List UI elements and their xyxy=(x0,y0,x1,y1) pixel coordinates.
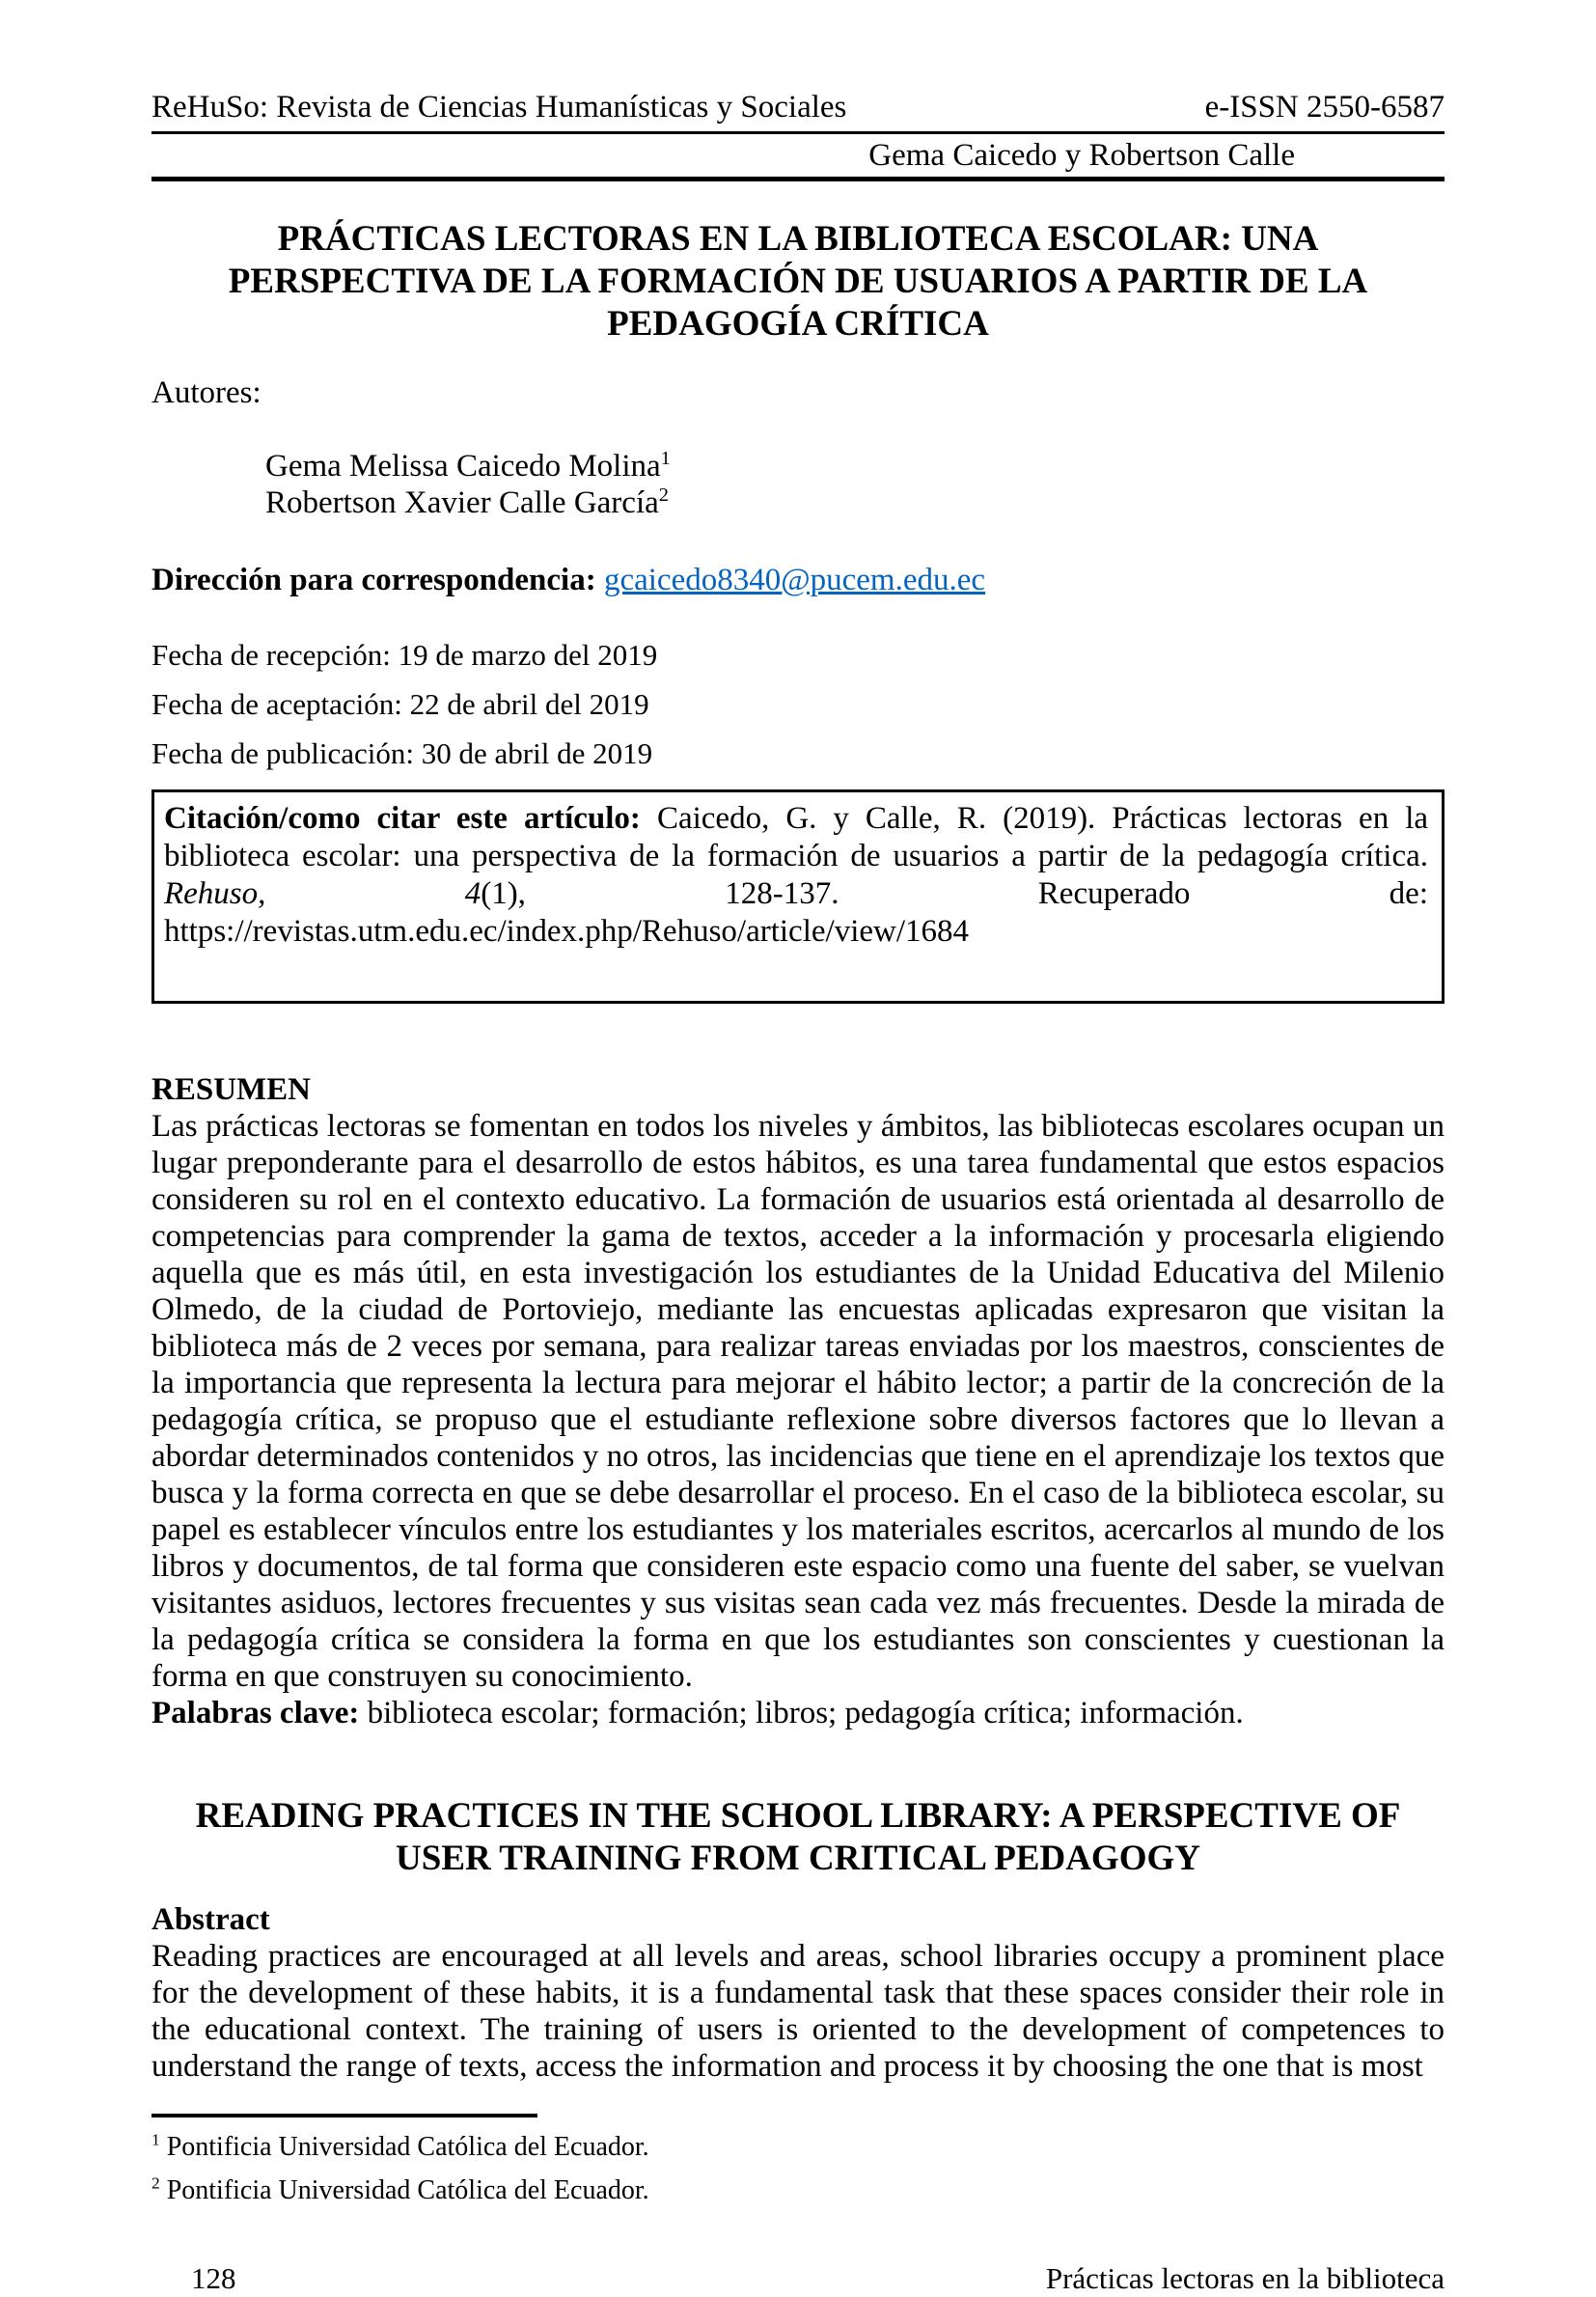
correspondence-label: Dirección para correspondencia: xyxy=(151,563,604,597)
footer-running-title: Prácticas lectoras en la biblioteca xyxy=(1045,2261,1445,2295)
correspondence-line xyxy=(151,562,1445,598)
footnote-marker: 2 xyxy=(151,2173,160,2193)
abstract-section xyxy=(151,1901,1445,2085)
date-acceptance: Fecha de aceptación: 22 de abril del 2019 xyxy=(151,687,649,721)
abstract-heading: Abstract xyxy=(151,1902,270,1937)
footnote-line xyxy=(151,2125,1445,2169)
footnote-text: Pontificia Universidad Católica del Ecuador. xyxy=(159,2175,649,2205)
footnote-text: Pontificia Universidad Católica del Ecuador. xyxy=(159,2132,649,2162)
abstract-body: Reading practices are encouraged at all levels and areas, school libraries occupy a prominent place for the development of these habits, it is a fundamental task that these spaces consider their role in the educational context. The training of users is oriented to the development of competences to understand the range of texts, access the information and process it by choosing the one that is most xyxy=(151,1939,1445,2084)
citation-box xyxy=(151,789,1445,1004)
running-authors-row xyxy=(151,134,1445,181)
resumen-body: Las prácticas lectoras se fomentan en todos los niveles y ámbitos, las bibliotecas escolares ocupan un lugar preponderante para el desarrollo de estos hábitos, es una tarea fundamental que estos espacios consideren su rol en el contexto educativo. La formación de usuarios está orientada al desarrollo de competencias para comprender la gama de textos, acceder a la información y procesarla eligiendo aquella que es más útil, en esta investigación los estudiantes de la Unidad Educativa del Milenio Olmedo, de la ciudad de Portoviejo, mediante las encuestas aplicadas expresaron que visitan la biblioteca más de 2 veces por semana, para realizar tareas enviadas por los maestros, conscientes de la importancia que representa la lectura para mejorar el hábito lector; a partir de la concreción de la pedagogía crítica, se propuso que el estudiante reflexione sobre diversos factores que lo llevan a abordar determinados contenidos y no otros, las incidencias que tiene en el aprendizaje los textos que busca y la forma correcta en que se debe desarrollar el proceso. En el caso de la biblioteca escolar, su papel es establecer vínculos entre los estudiantes y los materiales escritos, acercarlos al mundo de los libros y documentos, de tal forma que consideren este espacio como una fuente del saber, se vuelvan visitantes asiduos, lectores frecuentes y sus visitas sean cada vez más frecuentes. Desde la mirada de la pedagogía crítica se considera la forma en que los estudiantes son conscientes y cuestionan la forma en que construyen su conocimiento. xyxy=(151,1109,1445,1694)
article-title-es: PRÁCTICAS LECTORAS EN LA BIBLIOTECA ESCOLAR: UNA PERSPECTIVA DE LA FORMACIÓN DE USUARIOS A PARTIR DE LA PEDAGOGÍA CRÍTICA xyxy=(228,219,1368,344)
citation-label: Citación/como citar este artículo: xyxy=(164,801,641,836)
author-line xyxy=(265,448,1445,484)
author-name: Gema Melissa Caicedo Molina xyxy=(265,449,661,484)
correspondence-email-link[interactable]: gcaicedo8340@pucem.edu.ec xyxy=(603,563,986,597)
resumen-heading: RESUMEN xyxy=(151,1072,312,1107)
author-name: Robertson Xavier Calle García xyxy=(265,485,659,520)
resumen-section xyxy=(151,1071,1445,1731)
journal-issn: e-ISSN 2550-6587 xyxy=(1204,90,1445,125)
citation-text-url: (1), 128-137. Recuperado de: https://revistas.utm.edu.ec/index.php/Rehuso/article/view/1684 xyxy=(164,876,1428,949)
journal-header-row xyxy=(151,0,1445,134)
author-footnote-ref: 1 xyxy=(660,448,671,469)
footnotes-block xyxy=(151,2125,1445,2212)
page-number: 128 xyxy=(191,2261,236,2295)
journal-name: ReHuSo: Revista de Ciencias Humanísticas y Sociales xyxy=(151,90,847,125)
date-publication: Fecha de publicación: 30 de abril de 2019 xyxy=(151,736,653,770)
keywords-line xyxy=(151,1695,1445,1731)
citation-journal-italic: Rehuso, 4 xyxy=(164,876,482,911)
author-footnote-ref: 2 xyxy=(658,484,669,506)
footnote-line xyxy=(151,2169,1445,2212)
keywords-text: biblioteca escolar; formación; libros; pedagogía crítica; información. xyxy=(359,1696,1244,1730)
running-authors: Gema Caicedo y Robertson Calle xyxy=(868,138,1295,173)
dates-block xyxy=(151,637,1445,772)
date-reception: Fecha de recepción: 19 de marzo del 2019 xyxy=(151,638,658,672)
page-footer xyxy=(151,2260,1445,2297)
article-title-en: READING PRACTICES IN THE SCHOOL LIBRARY: A PERSPECTIVE OF USER TRAINING FROM CRITICAL PEDAGOGY xyxy=(195,1796,1401,1878)
author-line xyxy=(265,484,1445,521)
authors-label: Autores: xyxy=(151,375,261,410)
keywords-label: Palabras clave: xyxy=(151,1696,360,1730)
footnote-marker: 1 xyxy=(151,2130,160,2149)
authors-block xyxy=(151,448,1445,521)
footnote-separator-rule xyxy=(151,2114,537,2117)
citation-text: Caicedo, G. y Calle, R. (2019). Prácticas lectoras en la biblioteca escolar: una perspectiva de la formación de usuarios a partir de la pedagogía crítica. xyxy=(164,801,1429,873)
